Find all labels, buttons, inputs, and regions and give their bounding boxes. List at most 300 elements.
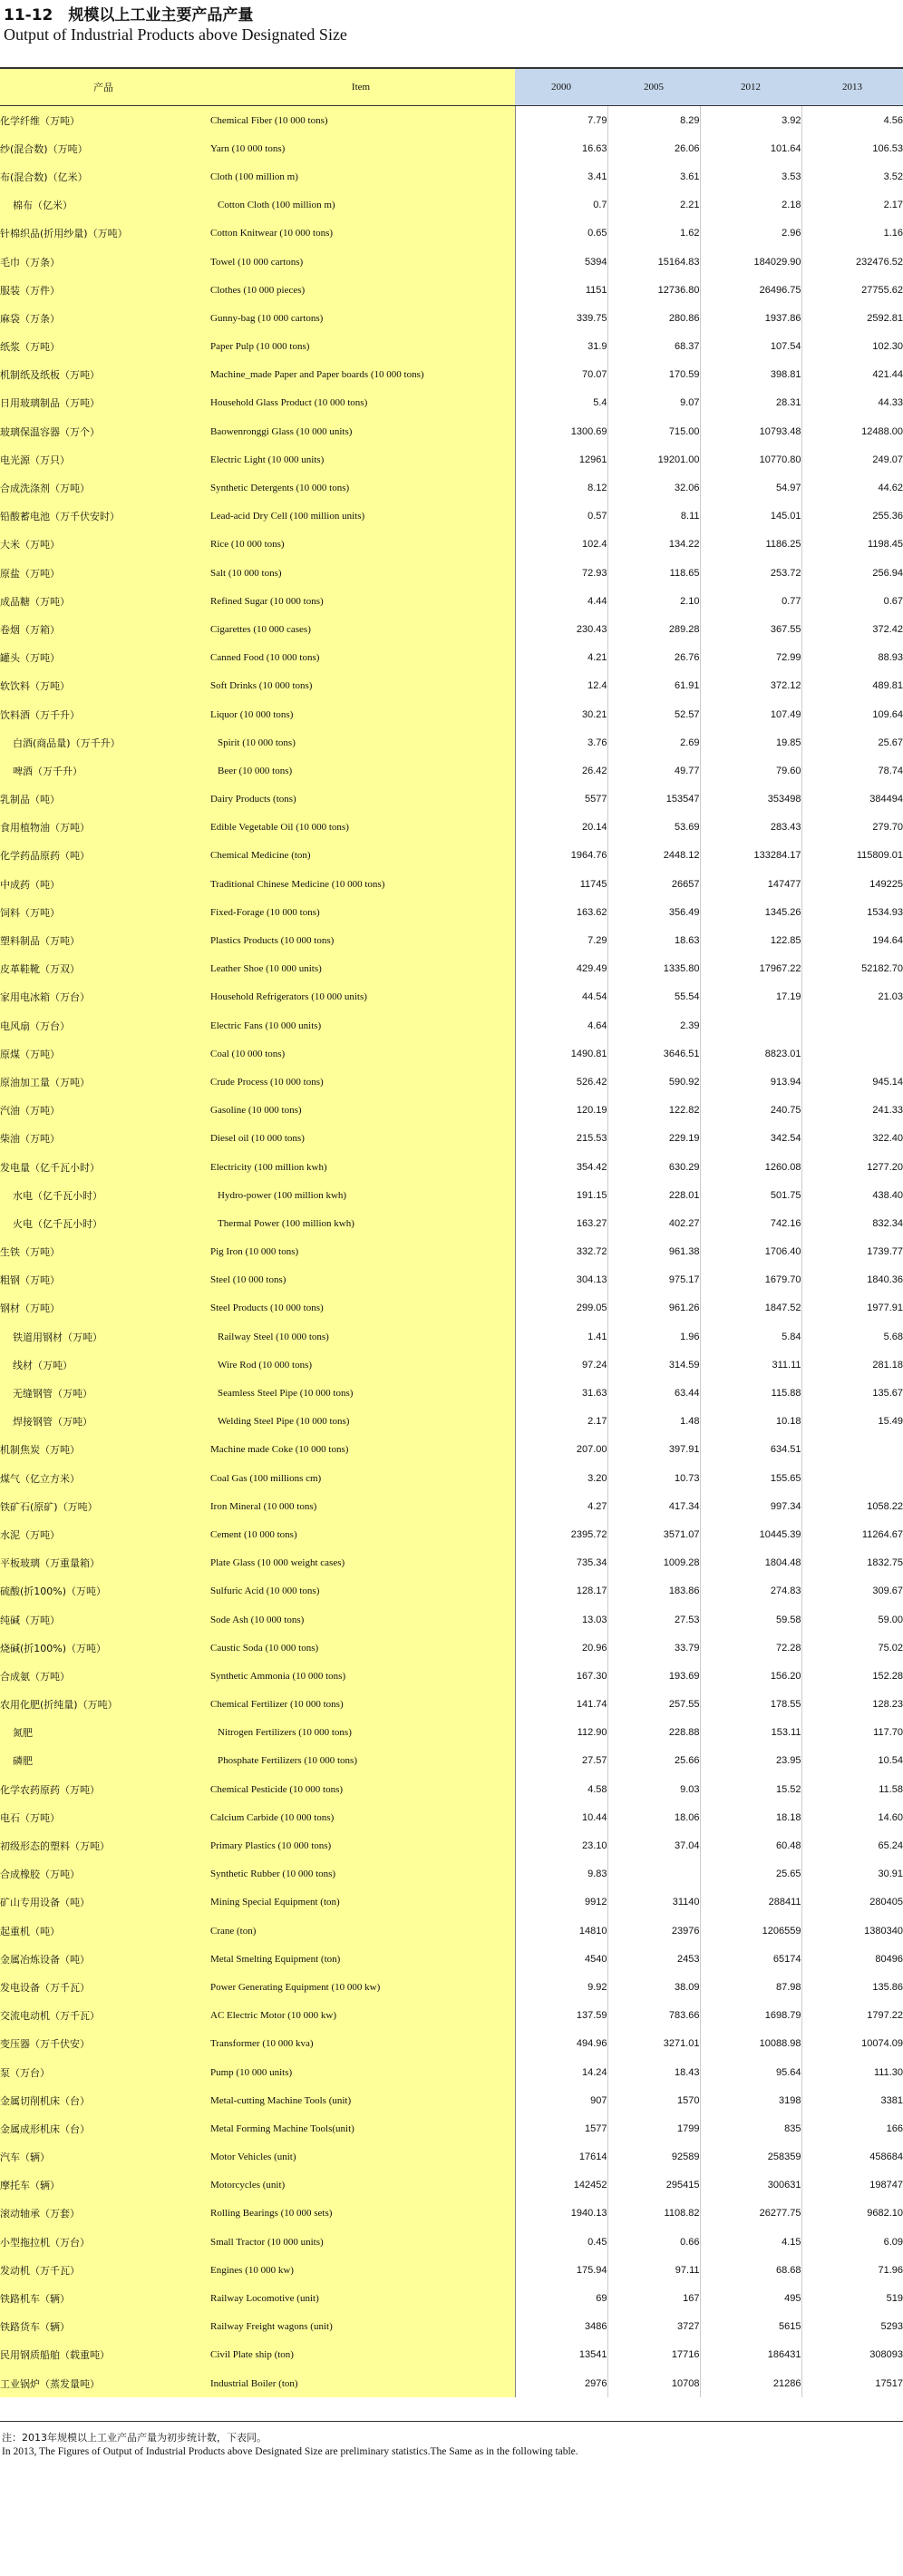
value-cell: 102.30 — [872, 341, 903, 353]
value-cell: 23.10 — [515, 1831, 607, 1859]
value-cell: 402.27 — [607, 1209, 700, 1237]
value-cell: 1799 — [607, 2114, 700, 2142]
product-name-en: Gasoline (10 000 tons) — [207, 1097, 515, 1125]
value-cell: 3.41 — [515, 162, 607, 190]
product-name-en: Engines (10 000 kw) — [207, 2256, 515, 2284]
header-item-en: Item — [207, 68, 515, 106]
product-name-cn: 小型拖拉机（万台） — [0, 2228, 207, 2256]
table-row — [0, 1181, 903, 1209]
product-name-cn: 水泥（万吨） — [0, 1520, 207, 1548]
value-cell: 4.64 — [515, 1011, 607, 1039]
table-row — [0, 559, 903, 587]
value-cell: 31.9 — [515, 333, 607, 361]
value-cell: 118.65 — [607, 559, 700, 587]
product-name-en: Small Tractor (10 000 units) — [207, 2228, 515, 2256]
value-cell: 961.38 — [607, 1238, 700, 1266]
product-name-en: Paper Pulp (10 000 tons) — [207, 333, 515, 361]
value-cell: 240.75 — [700, 1097, 801, 1125]
product-name-en: Nitrogen Fertilizers (10 000 tons) — [207, 1719, 515, 1747]
product-name-en: Household Refrigerators (10 000 units) — [207, 983, 515, 1011]
value-cell: 12961 — [515, 445, 607, 473]
value-cell: 23976 — [607, 1917, 700, 1945]
value-cell: 4.27 — [515, 1492, 607, 1520]
table-row — [0, 1747, 903, 1775]
product-name-cn: 线材（万吨） — [0, 1351, 207, 1379]
product-name-cn: 纱(混合数)（万吨） — [0, 134, 207, 162]
value-cell: 3.53 — [700, 162, 801, 190]
value-cell: 356.49 — [607, 898, 700, 926]
product-name-en: Synthetic Detergents (10 000 tons) — [207, 473, 515, 502]
value-cell: 44.54 — [515, 983, 607, 1011]
value-cell: 4.44 — [515, 587, 607, 615]
product-name-cn: 玻璃保温容器（万个） — [0, 417, 207, 445]
table-row — [0, 2171, 903, 2200]
value-cell: 163.62 — [515, 898, 607, 926]
product-name-cn: 合成洗涤剂（万吨） — [0, 473, 207, 502]
table-row — [0, 1945, 903, 1973]
table-row — [0, 1351, 903, 1379]
value-cell: 49.77 — [607, 756, 700, 785]
value-cell: 397.91 — [607, 1436, 700, 1464]
product-name-cn: 原煤（万吨） — [0, 1039, 207, 1068]
product-name-en: Baowenronggi Glass (10 000 units) — [207, 417, 515, 445]
value-cell: 38.09 — [607, 1973, 700, 2001]
product-name-en: Crude Process (10 000 tons) — [207, 1068, 515, 1096]
value-cell: 8.29 — [607, 106, 700, 135]
value-cell: 27755.62 — [861, 284, 903, 296]
value-cell: 135.67 — [872, 1388, 903, 1400]
value-cell: 75.02 — [878, 1642, 903, 1654]
value-cell: 16.63 — [515, 134, 607, 162]
product-name-en: Seamless Steel Pipe (10 000 tons) — [207, 1379, 515, 1407]
value-cell: 3381 — [880, 2094, 903, 2106]
value-cell: 72.93 — [515, 559, 607, 587]
product-name-en: Electric Fans (10 000 units) — [207, 1011, 515, 1039]
product-name-en: Coal (10 000 tons) — [207, 1039, 515, 1068]
value-cell: 489.81 — [872, 680, 903, 692]
value-cell: 8.11 — [607, 503, 700, 531]
table-row — [0, 2002, 903, 2030]
product-name-cn: 啤酒（万千升） — [0, 756, 207, 785]
value-cell — [700, 1011, 801, 1039]
value-cell: 421.44 — [872, 369, 903, 381]
table-row — [0, 814, 903, 842]
table-title-en: Output of Industrial Products above Designated Size — [4, 25, 347, 44]
table-row — [0, 1379, 903, 1407]
value-cell: 2.69 — [607, 728, 700, 756]
value-cell: 52.57 — [607, 700, 700, 728]
table-row — [0, 1266, 903, 1294]
value-cell: 5577 — [515, 785, 607, 814]
value-cell: 1679.70 — [700, 1266, 801, 1294]
product-name-en: Plastics Products (10 000 tons) — [207, 926, 515, 954]
value-cell: 12488.00 — [861, 425, 903, 437]
product-name-cn: 饲料（万吨） — [0, 898, 207, 926]
product-name-cn: 食用植物油（万吨） — [0, 814, 207, 842]
value-cell: 2.21 — [607, 191, 700, 220]
table-row — [0, 1153, 903, 1181]
table-row — [0, 1691, 903, 1719]
value-cell: 15.49 — [878, 1416, 903, 1428]
table-row — [0, 1662, 903, 1690]
value-cell: 1380340 — [864, 1925, 903, 1937]
value-cell: 3571.07 — [607, 1520, 700, 1548]
value-cell: 1335.80 — [607, 955, 700, 983]
value-cell: 26496.75 — [700, 276, 801, 304]
value-cell: 257.55 — [607, 1691, 700, 1719]
value-cell: 87.98 — [700, 1973, 801, 2001]
value-cell: 8.12 — [515, 473, 607, 502]
value-cell: 70.07 — [515, 361, 607, 389]
table-row — [0, 2200, 903, 2228]
value-cell: 2976 — [515, 2369, 607, 2397]
table-row — [0, 1492, 903, 1520]
value-cell: 59.58 — [700, 1605, 801, 1634]
product-name-cn: 钢材（万吨） — [0, 1294, 207, 1322]
product-name-en: Electric Light (10 000 units) — [207, 445, 515, 473]
value-cell: 3727 — [607, 2313, 700, 2341]
value-cell: 997.34 — [700, 1492, 801, 1520]
value-cell: 141.74 — [515, 1691, 607, 1719]
value-cell: 1840.36 — [867, 1274, 903, 1286]
value-cell: 95.64 — [700, 2058, 801, 2086]
value-cell: 5394 — [515, 248, 607, 276]
table-row — [0, 870, 903, 898]
header-row — [0, 68, 903, 106]
value-cell: 7.29 — [515, 926, 607, 954]
value-cell: 4540 — [515, 1945, 607, 1973]
product-name-en: Electricity (100 million kwh) — [207, 1153, 515, 1181]
product-name-cn: 化学农药原药（万吨） — [0, 1775, 207, 1803]
product-name-cn: 变压器（万千伏安） — [0, 2030, 207, 2058]
value-cell: 5.84 — [700, 1322, 801, 1351]
table-row — [0, 304, 903, 332]
value-cell: 25.65 — [700, 1860, 801, 1888]
product-name-en: Gunny-bag (10 000 cartons) — [207, 304, 515, 332]
value-cell: 2.39 — [607, 1011, 700, 1039]
value-cell: 80496 — [875, 1953, 903, 1965]
value-cell: 52182.70 — [861, 963, 903, 975]
product-name-cn: 硫酸(折100%)（万吨） — [0, 1577, 207, 1605]
product-name-en: Transformer (10 000 kva) — [207, 2030, 515, 2058]
value-cell: 65.24 — [878, 1840, 903, 1852]
product-name-cn: 铅酸蓄电池（万千伏安时） — [0, 503, 207, 531]
product-name-cn: 泵（万台） — [0, 2058, 207, 2086]
value-cell: 1009.28 — [607, 1549, 700, 1577]
value-cell: 3486 — [515, 2313, 607, 2341]
value-cell: 1345.26 — [700, 898, 801, 926]
product-name-en: Machine_made Paper and Paper boards (10 000 tons) — [207, 361, 515, 389]
product-name-cn: 民用钢质船舶（载重吨） — [0, 2341, 207, 2369]
product-name-en: Railway Freight wagons (unit) — [207, 2313, 515, 2341]
value-cell: 155.65 — [700, 1464, 801, 1492]
value-cell: 0.66 — [607, 2228, 700, 2256]
table-row — [0, 503, 903, 531]
product-name-en: Sulfuric Acid (10 000 tons) — [207, 1577, 515, 1605]
value-cell: 20.14 — [515, 814, 607, 842]
value-cell: 30.21 — [515, 700, 607, 728]
value-cell: 0.7 — [515, 191, 607, 220]
value-cell: 137.59 — [515, 2002, 607, 2030]
value-cell: 1797.22 — [867, 2010, 903, 2022]
product-name-cn: 化学药品原药（吨） — [0, 842, 207, 870]
value-cell: 255.36 — [872, 511, 903, 522]
value-cell: 0.45 — [515, 2228, 607, 2256]
product-name-en: Thermal Power (100 million kwh) — [207, 1209, 515, 1237]
product-name-cn: 无缝钢管（万吨） — [0, 1379, 207, 1407]
product-name-en: Household Glass Product (10 000 tons) — [207, 389, 515, 417]
value-cell: 102.4 — [515, 531, 607, 559]
value-cell: 14810 — [515, 1917, 607, 1945]
product-name-cn: 电风扇（万台） — [0, 1011, 207, 1039]
value-cell: 2.17 — [883, 200, 903, 211]
value-cell: 10.54 — [878, 1755, 903, 1767]
value-cell: 304.13 — [515, 1266, 607, 1294]
header-year: 2013 — [801, 68, 903, 106]
table-row — [0, 1209, 903, 1237]
value-cell: 115.88 — [700, 1379, 801, 1407]
value-cell: 44.62 — [878, 483, 903, 494]
value-cell: 117.70 — [873, 1727, 903, 1739]
product-name-en: Wire Rod (10 000 tons) — [207, 1351, 515, 1379]
header-year: 2005 — [607, 68, 700, 106]
table-row — [0, 785, 903, 814]
value-cell: 1832.75 — [867, 1557, 903, 1569]
value-cell: 4.15 — [700, 2228, 801, 2256]
product-name-cn: 发动机（万千瓦） — [0, 2256, 207, 2284]
value-cell: 280.86 — [607, 304, 700, 332]
product-name-cn: 焊接钢管（万吨） — [0, 1408, 207, 1436]
value-cell: 311.11 — [700, 1351, 801, 1379]
product-name-en: Chemical Fiber (10 000 tons) — [207, 106, 515, 135]
value-cell: 207.00 — [515, 1436, 607, 1464]
table-row — [0, 473, 903, 502]
value-cell: 3646.51 — [607, 1039, 700, 1068]
table-row — [0, 191, 903, 220]
value-cell: 10.18 — [700, 1408, 801, 1436]
value-cell: 3198 — [700, 2086, 801, 2114]
value-cell: 15.52 — [700, 1775, 801, 1803]
value-cell: 215.53 — [515, 1125, 607, 1153]
header-year: 2000 — [515, 68, 607, 106]
value-cell: 111.30 — [873, 2066, 903, 2078]
product-name-cn: 皮革鞋靴（万双） — [0, 955, 207, 983]
value-cell: 18.43 — [607, 2058, 700, 2086]
value-cell: 184029.90 — [700, 248, 801, 276]
value-cell: 31140 — [607, 1888, 700, 1917]
value-cell: 9912 — [515, 1888, 607, 1917]
value-cell — [801, 1464, 903, 1492]
value-cell: 2.18 — [700, 191, 801, 220]
value-cell: 715.00 — [607, 417, 700, 445]
table-title-cn: 11-12 规模以上工业主要产品产量 — [4, 6, 254, 24]
product-name-en: Steel Products (10 000 tons) — [207, 1294, 515, 1322]
value-cell: 134.22 — [607, 531, 700, 559]
value-cell: 178.55 — [700, 1691, 801, 1719]
value-cell: 3271.01 — [607, 2030, 700, 2058]
data-table — [0, 67, 903, 2397]
table-row — [0, 417, 903, 445]
value-cell: 1260.08 — [700, 1153, 801, 1181]
value-cell: 21.03 — [878, 991, 903, 1003]
value-cell: 526.42 — [515, 1068, 607, 1096]
table-row — [0, 983, 903, 1011]
table-row — [0, 955, 903, 983]
product-name-cn: 平板玻璃（万重量箱） — [0, 1549, 207, 1577]
value-cell: 23.95 — [700, 1747, 801, 1775]
value-cell: 55.54 — [607, 983, 700, 1011]
value-cell: 300631 — [700, 2171, 801, 2200]
value-cell: 1108.82 — [607, 2200, 700, 2228]
product-name-en: Power Generating Equipment (10 000 kw) — [207, 1973, 515, 2001]
value-cell: 15164.83 — [607, 248, 700, 276]
product-name-cn: 粗钢（万吨） — [0, 1266, 207, 1294]
product-name-cn: 金属冶炼设备（吨） — [0, 1945, 207, 1973]
product-name-cn: 塑料制品（万吨） — [0, 926, 207, 954]
value-cell: 10.44 — [515, 1803, 607, 1831]
product-name-cn: 卷烟（万箱） — [0, 615, 207, 643]
product-name-en: Chemical Fertilizer (10 000 tons) — [207, 1691, 515, 1719]
value-cell: 6.09 — [883, 2236, 903, 2248]
product-name-en: Welding Steel Pipe (10 000 tons) — [207, 1408, 515, 1436]
value-cell: 97.24 — [515, 1351, 607, 1379]
value-cell: 122.85 — [700, 926, 801, 954]
value-cell: 12736.80 — [607, 276, 700, 304]
table-row — [0, 1238, 903, 1266]
product-name-en: Phosphate Fertilizers (10 000 tons) — [207, 1747, 515, 1775]
value-cell: 0.57 — [515, 503, 607, 531]
value-cell: 44.33 — [878, 397, 903, 409]
value-cell: 128.23 — [872, 1699, 903, 1711]
value-cell: 10088.98 — [700, 2030, 801, 2058]
value-cell: 128.17 — [515, 1577, 607, 1605]
value-cell: 372.12 — [700, 672, 801, 700]
value-cell: 10793.48 — [700, 417, 801, 445]
table-row — [0, 2256, 903, 2284]
value-cell: 0.67 — [883, 595, 903, 607]
value-cell: 0.65 — [515, 220, 607, 248]
product-name-en: Traditional Chinese Medicine (10 000 tons) — [207, 870, 515, 898]
value-cell: 109.64 — [872, 708, 903, 720]
table-row — [0, 389, 903, 417]
value-cell: 1577 — [515, 2114, 607, 2142]
value-cell: 429.49 — [515, 955, 607, 983]
table-row — [0, 1831, 903, 1859]
note-en: In 2013, The Figures of Output of Industrial Products above Designated Size are preliminary statistics.The Same as in the following table. — [2, 2446, 578, 2457]
table-row — [0, 615, 903, 643]
value-cell: 1570 — [607, 2086, 700, 2114]
table-row — [0, 700, 903, 728]
value-cell: 122.82 — [607, 1097, 700, 1125]
product-name-cn: 汽车（辆） — [0, 2143, 207, 2171]
product-name-en: Metal Forming Machine Tools(unit) — [207, 2114, 515, 2142]
value-cell: 9682.10 — [867, 2208, 903, 2220]
value-cell: 3.92 — [700, 106, 801, 135]
value-cell: 13541 — [515, 2341, 607, 2369]
value-cell: 63.44 — [607, 1379, 700, 1407]
value-cell: 295415 — [607, 2171, 700, 2200]
product-name-cn: 中成药（吨） — [0, 870, 207, 898]
product-name-cn: 铁道用钢材（万吨） — [0, 1322, 207, 1351]
product-name-cn: 氮肥 — [0, 1719, 207, 1747]
product-name-cn: 初级形态的塑料（万吨） — [0, 1831, 207, 1859]
value-cell: 152.28 — [872, 1670, 903, 1682]
value-cell: 519 — [886, 2293, 903, 2305]
product-name-cn: 发电设备（万千瓦） — [0, 1973, 207, 2001]
value-cell: 1804.48 — [700, 1549, 801, 1577]
value-cell: 438.40 — [872, 1189, 903, 1201]
value-cell: 274.83 — [700, 1577, 801, 1605]
value-cell: 1739.77 — [867, 1246, 903, 1258]
product-name-en: Pig Iron (10 000 tons) — [207, 1238, 515, 1266]
value-cell: 7.79 — [515, 106, 607, 135]
product-name-en: Sode Ash (10 000 tons) — [207, 1605, 515, 1634]
value-cell: 229.19 — [607, 1125, 700, 1153]
product-name-en: Cotton Cloth (100 million m) — [207, 191, 515, 220]
table-row — [0, 2228, 903, 2256]
product-name-cn: 煤气（亿立方米） — [0, 1464, 207, 1492]
product-name-cn: 矿山专用设备（吨） — [0, 1888, 207, 1917]
product-name-cn: 交流电动机（万千瓦） — [0, 2002, 207, 2030]
product-name-en: Lead-acid Dry Cell (100 million units) — [207, 503, 515, 531]
product-name-en: Iron Mineral (10 000 tons) — [207, 1492, 515, 1520]
value-cell: 183.86 — [607, 1577, 700, 1605]
table-row — [0, 926, 903, 954]
value-cell: 191.15 — [515, 1181, 607, 1209]
product-name-en: Yarn (10 000 tons) — [207, 134, 515, 162]
value-cell: 279.70 — [872, 822, 903, 834]
value-cell: 19201.00 — [607, 445, 700, 473]
value-cell: 1.62 — [607, 220, 700, 248]
value-cell: 0.77 — [700, 587, 801, 615]
value-cell: 630.29 — [607, 1153, 700, 1181]
value-cell: 54.97 — [700, 473, 801, 502]
value-cell: 59.00 — [878, 1614, 903, 1625]
product-name-en: Spirit (10 000 tons) — [207, 728, 515, 756]
product-name-en: Pump (10 000 units) — [207, 2058, 515, 2086]
product-name-en: Cotton Knitwear (10 000 tons) — [207, 220, 515, 248]
value-cell: 1490.81 — [515, 1039, 607, 1068]
table-row — [0, 1039, 903, 1068]
table-row — [0, 361, 903, 389]
table-row — [0, 898, 903, 926]
product-name-en: Metal Smelting Equipment (ton) — [207, 1945, 515, 1973]
value-cell: 79.60 — [700, 756, 801, 785]
product-name-cn: 原盐（万吨） — [0, 559, 207, 587]
table-row — [0, 1917, 903, 1945]
product-name-cn: 棉布（亿米） — [0, 191, 207, 220]
product-name-en: Chemical Medicine (ton) — [207, 842, 515, 870]
value-cell: 283.43 — [700, 814, 801, 842]
header-year: 2012 — [700, 68, 801, 106]
product-name-en: Steel (10 000 tons) — [207, 1266, 515, 1294]
table-row — [0, 1888, 903, 1917]
value-cell: 590.92 — [607, 1068, 700, 1096]
value-cell: 25.67 — [878, 737, 903, 748]
product-name-en: Cement (10 000 tons) — [207, 1520, 515, 1548]
product-name-cn: 大米（万吨） — [0, 531, 207, 559]
value-cell: 1.96 — [607, 1322, 700, 1351]
product-name-en: Metal-cutting Machine Tools (unit) — [207, 2086, 515, 2114]
product-name-en: Refined Sugar (10 000 tons) — [207, 587, 515, 615]
value-cell: 186431 — [700, 2341, 801, 2369]
product-name-en: Primary Plastics (10 000 tons) — [207, 1831, 515, 1859]
table-row — [0, 672, 903, 700]
value-cell: 322.40 — [872, 1133, 903, 1145]
product-name-cn: 家用电冰箱（万台） — [0, 983, 207, 1011]
product-name-cn: 合成橡胶（万吨） — [0, 1860, 207, 1888]
product-name-cn: 火电（亿千瓦小时） — [0, 1209, 207, 1237]
